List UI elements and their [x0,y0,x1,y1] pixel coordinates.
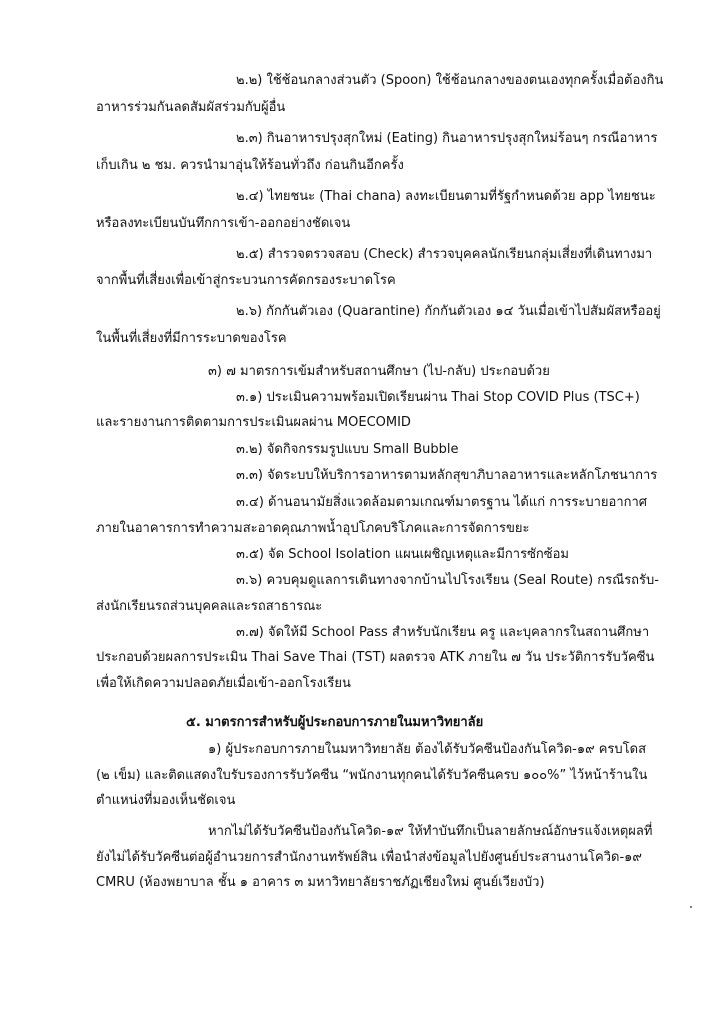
item-2-2-line-1: ๒.๒) ใช้ช้อนกลางส่วนตัว (Spoon) ใช้ช้อนกลางของตนเองทุกครั้งเมื่อต้องกิน [236,73,664,88]
item-3-6-line-1: ๓.๖) ควบคุมดูแลการเดินทางจากบ้านไปโรงเรียน (Seal Route) กรณีรถรับ- [236,573,659,588]
item-5-note-line-1: หากไม่ได้รับวัคซีนป้องกันโควิด-๑๙ ให้ทำบันทึกเป็นลายลักษณ์อักษรแจ้งเหตุผลที่ [208,824,653,839]
item-2-3-line-2: เก็บเกิน ๒ ชม. ควรนำมาอุ่นให้ร้อนทั่วถึง ก่อนกินอีกครั้ง [96,158,404,173]
item-2-6-line-2: ในพื้นที่เสี่ยงที่มีการระบาดของโรค [96,331,287,346]
item-5-note-line-2: ยังไม่ได้รับวัคซีนต่อผู้อำนวยการสำนักงานทรัพย์สิน เพื่อนำส่งข้อมูลไปยังศูนย์ประสานงานโควิด-๑๙ [96,850,642,865]
item-2-6-line-1: ๒.๖) กักกันตัวเอง (Quarantine) กักกันตัวเอง ๑๔ วันเมื่อเข้าไปสัมผัสหรืออยู่ [236,304,661,319]
item-3-7-line-1: ๓.๗) จัดให้มี School Pass สำหรับนักเรียน ครู และบุคลากรในสถานศึกษา [236,625,650,640]
item-3-7-line-2: ประกอบด้วยผลการประเมิน Thai Save Thai (TST) ผลตรวจ ATK ภายใน ๗ วัน ประวัติการรับวัคซีน [96,650,655,665]
item-3-1-line-1: ๓.๑) ประเมินความพร้อมเปิดเรียนผ่าน Thai Stop COVID Plus (TSC+) [236,390,640,405]
item-3-1-line-2: และรายงานการติดตามการประเมินผลผ่าน MOECOMID [96,415,411,430]
item-5-1-line-2: (๒ เข็ม) และติดแสดงใบรับรองการรับวัคซีน “พนักงานทุกคนได้รับวัคซีนครบ ๑๐๐%” ไว้หน้าร้านใน [96,768,648,783]
item-3-7-line-3: เพื่อให้เกิดความปลอดภัยเมื่อเข้า-ออกโรงเรียน [96,676,351,691]
item-2-5-line-2: จากพื้นที่เสี่ยงเพื่อเข้าสู่กระบวนการคัดกรองระบาดโรค [96,273,396,288]
item-5-note-line-3: CMRU (ห้องพยาบาล ชั้น ๑ อาคาร ๓ มหาวิทยาลัยราชภัฏเชียงใหม่ ศูนย์เวียงบัว) [96,875,545,890]
item-2-5-line-1: ๒.๕) สำรวจตรวจสอบ (Check) สำรวจบุคคลนักเรียนกลุ่มเสี่ยงที่เดินทางมา [236,247,653,262]
item-2-2-line-2: อาหารร่วมกันลดสัมผัสร่วมกับผู้อื่น [96,100,286,115]
item-2-3-line-1: ๒.๓) กินอาหารปรุงสุกใหม่ (Eating) กินอาหารปรุงสุกใหม่ร้อนๆ กรณีอาหาร [236,131,658,146]
scan-speck [690,906,692,908]
item-3-6-line-2: ส่งนักเรียนรถส่วนบุคคลและรถสาธารณะ [96,599,323,614]
item-2-4-line-2: หรือลงทะเบียนบันทึกการเข้า-ออกอย่างชัดเจน [96,216,351,231]
section-5-heading: ๕. มาตรการสำหรับผู้ประกอบการภายในมหาวิทยาลัย [186,715,484,730]
item-5-1-line-1: ๑) ผู้ประกอบการภายในมหาวิทยาลัย ต้องได้รับวัคซีนป้องกันโควิด-๑๙ ครบโดส [208,742,647,757]
item-5-1-line-3: ตำแหน่งที่มองเห็นชัดเจน [96,793,236,808]
section-3-heading: ๓) ๗ มาตรการเข้มสำหรับสถานศึกษา (ไป-กลับ) ประกอบด้วย [208,364,550,379]
item-3-3: ๓.๓) จัดระบบให้บริการอาหารตามหลักสุขาภิบาลอาหารและหลักโภชนาการ [236,468,658,483]
item-3-4-line-1: ๓.๔) ด้านอนามัยสิ่งแวดล้อมตามเกณฑ์มาตรฐาน ได้แก่ การระบายอากาศ [236,495,648,510]
item-2-4-line-1: ๒.๔) ไทยชนะ (Thai chana) ลงทะเบียนตามที่รัฐกำหนดด้วย app ไทยชนะ [236,189,656,204]
item-3-4-line-2: ภายในอาคารการทำความสะอาดคุณภาพน้ำอุปโภคบริโภคและการจัดการขยะ [96,521,530,536]
item-3-2: ๓.๒) จัดกิจกรรมรูปแบบ Small Bubble [236,442,459,457]
item-3-5: ๓.๕) จัด School Isolation แผนเผชิญเหตุและมีการซักซ้อม [236,547,569,562]
